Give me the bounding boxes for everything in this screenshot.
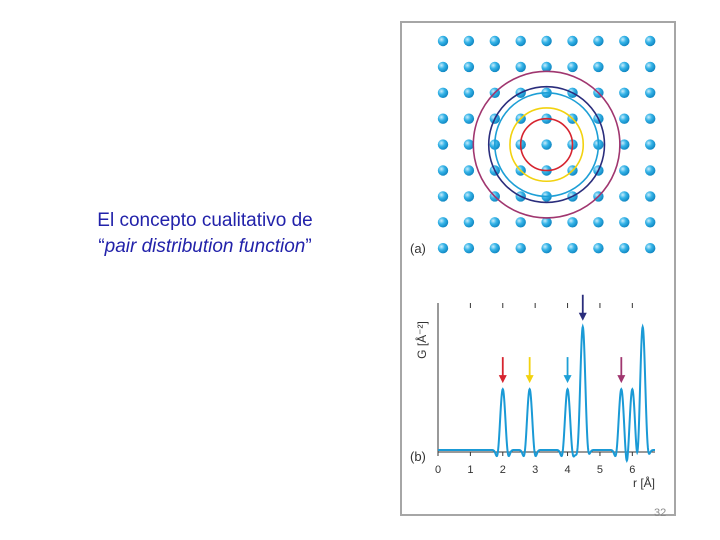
pdf-plot bbox=[435, 295, 655, 476]
x-tick-label: 6 bbox=[629, 464, 636, 476]
atom bbox=[516, 36, 526, 46]
atom bbox=[619, 88, 629, 98]
atom bbox=[541, 139, 551, 149]
atom bbox=[567, 217, 577, 227]
atom-lattice bbox=[438, 36, 656, 254]
atom bbox=[619, 165, 629, 175]
atom bbox=[464, 36, 474, 46]
atom bbox=[464, 243, 474, 253]
atom bbox=[438, 139, 448, 149]
atom bbox=[490, 243, 500, 253]
atom bbox=[619, 217, 629, 227]
caption-term: pair distribution function bbox=[104, 236, 306, 257]
atom bbox=[567, 36, 577, 46]
peak-arrowhead bbox=[579, 313, 587, 321]
page-number: 32 bbox=[654, 507, 667, 519]
atom bbox=[516, 243, 526, 253]
atom bbox=[438, 165, 448, 175]
atom bbox=[619, 114, 629, 124]
panel-a-label: (a) bbox=[410, 241, 426, 256]
atom bbox=[645, 243, 655, 253]
atom bbox=[567, 62, 577, 72]
atom bbox=[464, 88, 474, 98]
pdf-curve bbox=[438, 327, 655, 461]
peak-arrowhead bbox=[526, 375, 534, 383]
atom bbox=[541, 243, 551, 253]
atom bbox=[438, 243, 448, 253]
atom bbox=[645, 62, 655, 72]
atom bbox=[464, 62, 474, 72]
x-axis-label: r [Å] bbox=[632, 476, 655, 490]
atom bbox=[516, 217, 526, 227]
peak-arrowhead bbox=[564, 375, 572, 383]
x-tick-label: 4 bbox=[564, 464, 571, 476]
atom bbox=[593, 217, 603, 227]
atom bbox=[490, 217, 500, 227]
atom bbox=[490, 36, 500, 46]
atom bbox=[645, 165, 655, 175]
atom bbox=[645, 36, 655, 46]
atom bbox=[464, 165, 474, 175]
atom bbox=[464, 114, 474, 124]
x-tick-label: 0 bbox=[434, 464, 442, 476]
atom bbox=[645, 88, 655, 98]
atom bbox=[645, 217, 655, 227]
atom bbox=[645, 139, 655, 149]
atom bbox=[593, 36, 603, 46]
atom bbox=[593, 62, 603, 72]
caption-line-1: El concepto cualitativo de bbox=[97, 210, 313, 231]
atom bbox=[593, 243, 603, 253]
peak-arrowhead bbox=[499, 375, 507, 383]
atom bbox=[619, 36, 629, 46]
atom bbox=[645, 191, 655, 201]
panel-b-label: (b) bbox=[410, 449, 426, 464]
atom bbox=[438, 36, 448, 46]
peak-arrowhead bbox=[617, 375, 625, 383]
atom bbox=[438, 217, 448, 227]
caption-close-quote: ” bbox=[305, 236, 312, 257]
atom bbox=[619, 62, 629, 72]
atom bbox=[619, 191, 629, 201]
atom bbox=[438, 191, 448, 201]
atom bbox=[438, 88, 448, 98]
atom bbox=[464, 191, 474, 201]
atom bbox=[438, 62, 448, 72]
x-tick-label: 5 bbox=[596, 464, 604, 476]
atom bbox=[645, 114, 655, 124]
atom bbox=[541, 36, 551, 46]
y-axis-label: G [Å⁻²] bbox=[415, 321, 429, 359]
x-tick-label: 3 bbox=[532, 464, 539, 476]
atom bbox=[438, 114, 448, 124]
atom bbox=[464, 217, 474, 227]
caption-open-quote: “ bbox=[98, 236, 105, 257]
atom bbox=[619, 243, 629, 253]
atom bbox=[516, 62, 526, 72]
x-tick-label: 1 bbox=[467, 464, 474, 476]
x-tick-label: 2 bbox=[499, 464, 506, 476]
atom bbox=[490, 62, 500, 72]
atom bbox=[567, 243, 577, 253]
